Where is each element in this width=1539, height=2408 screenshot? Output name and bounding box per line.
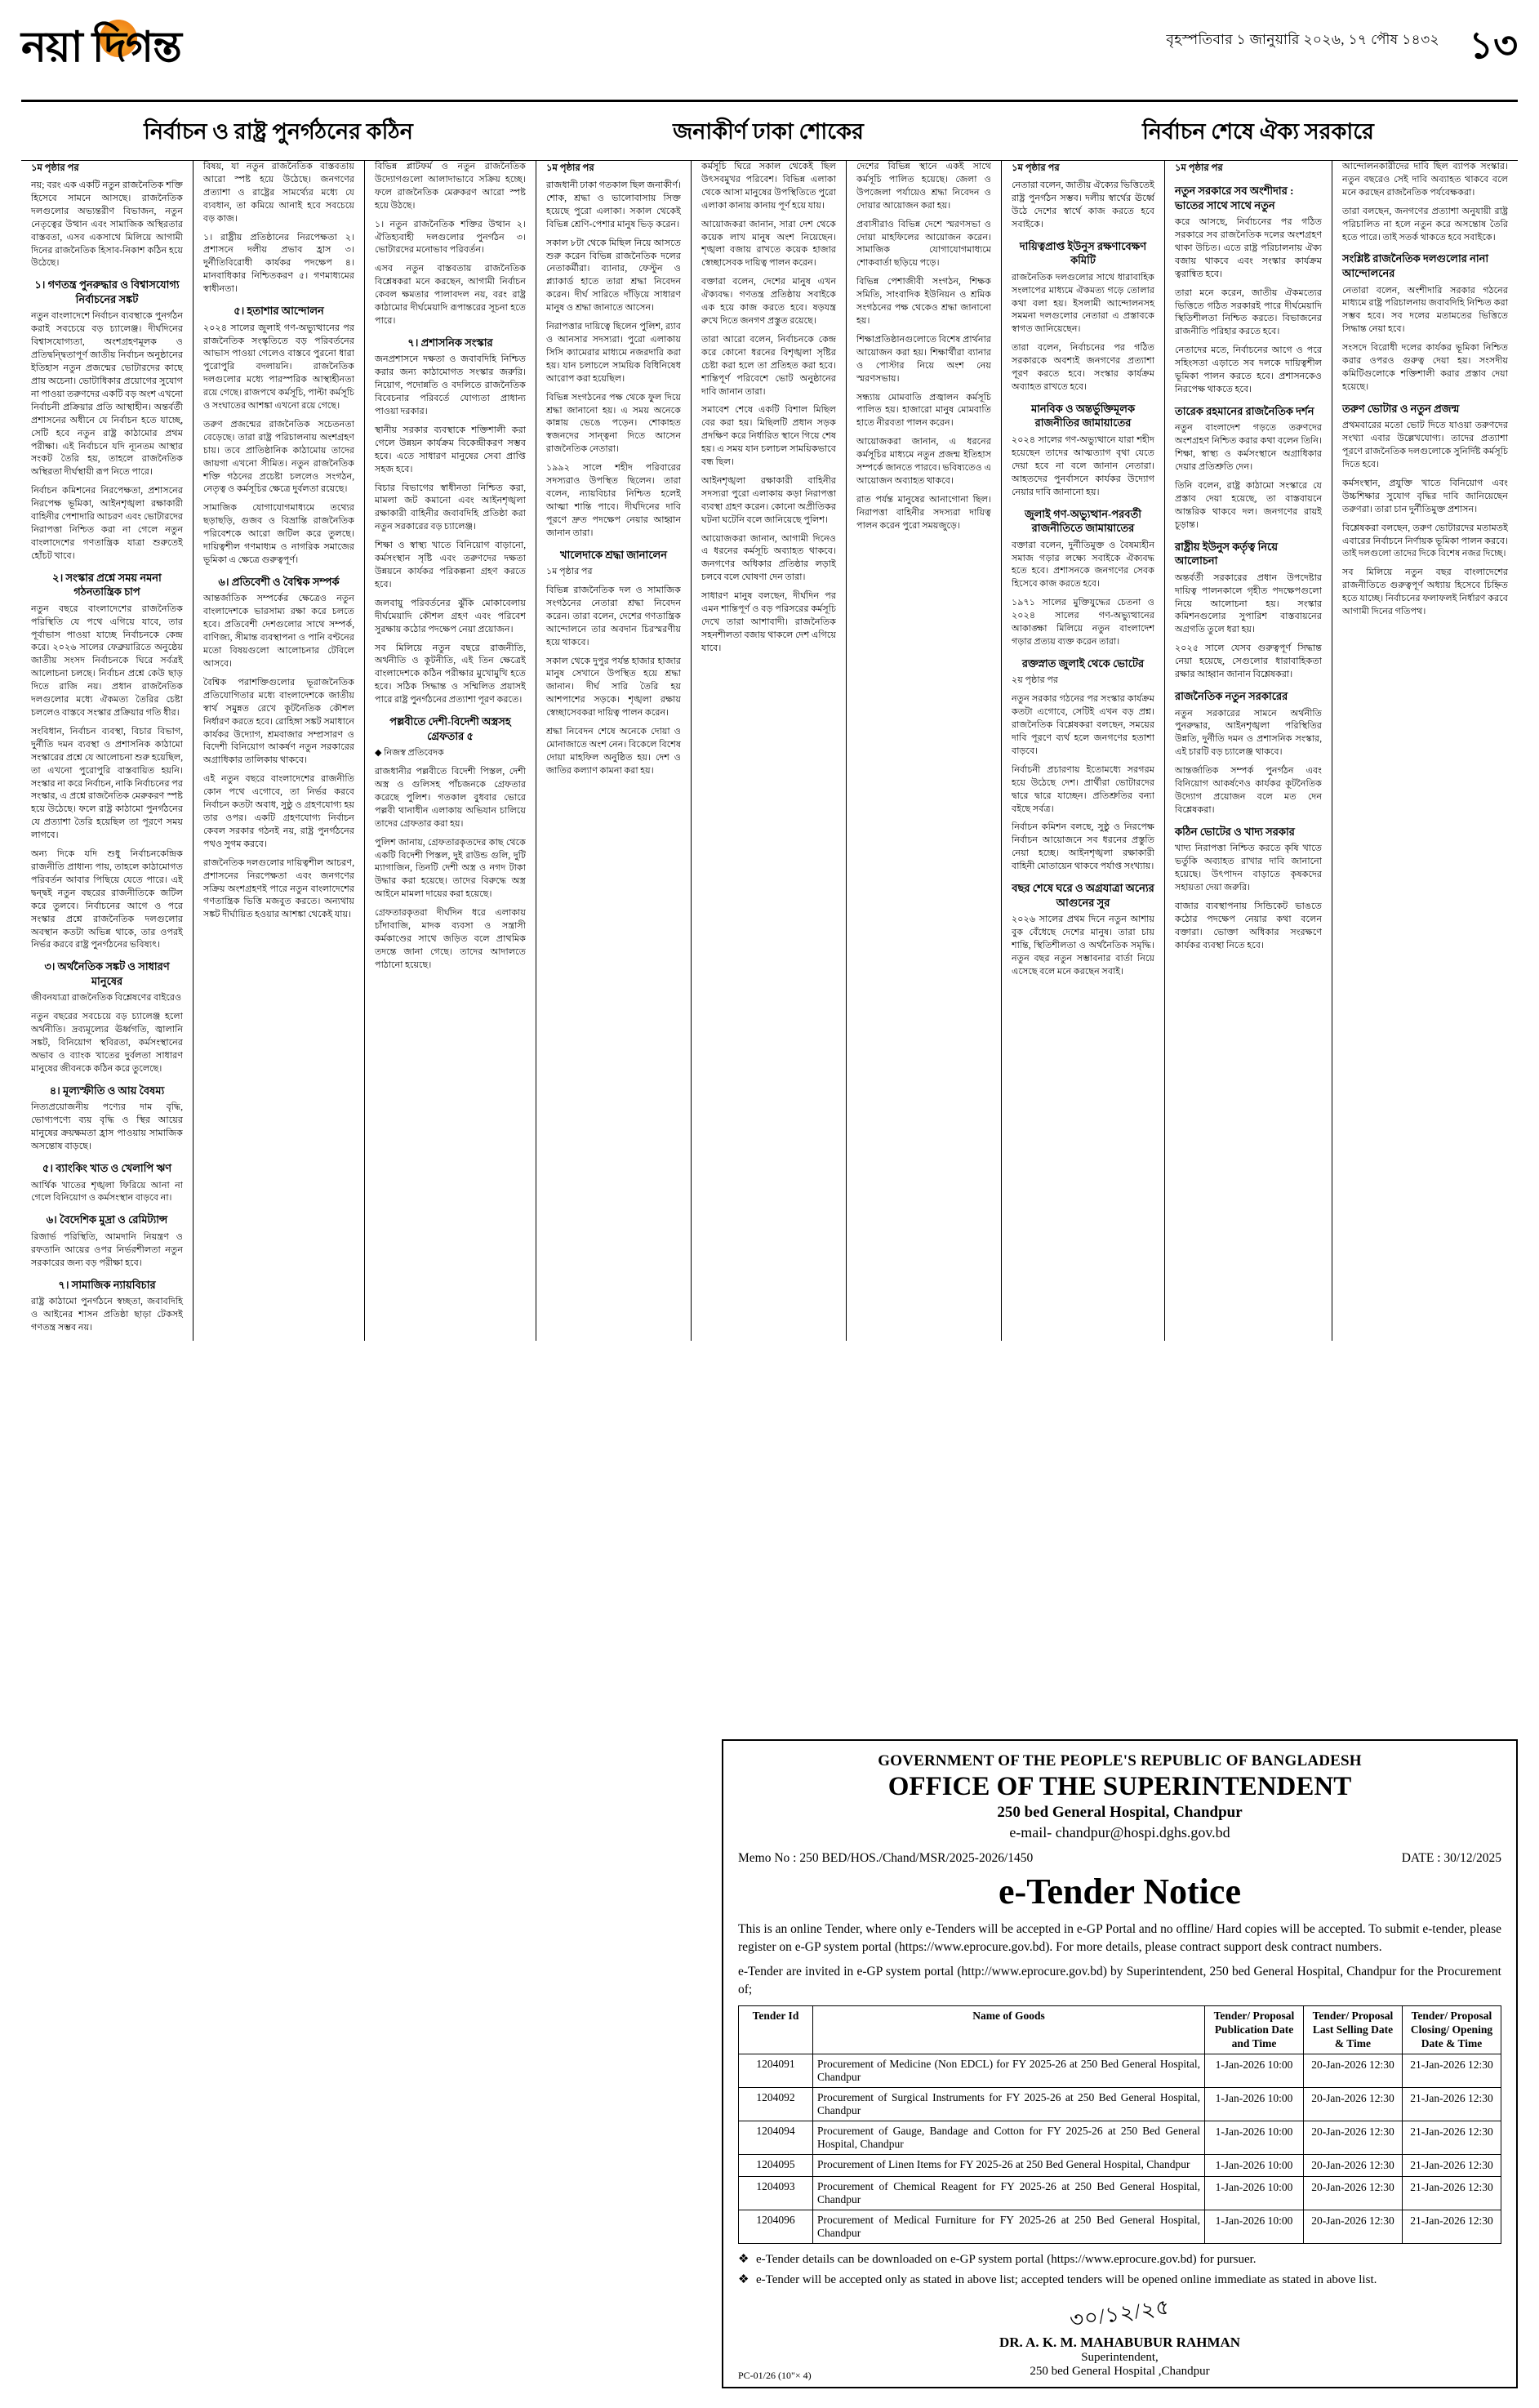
article-paragraph: রাজধানীর পল্লবীতে বিদেশী পিস্তল, দেশী অস্ত্র ও গুলিসহ পাঁচজনকে গ্রেফতার করেছে পুলিশ। গতকাল বুধবার ভোরে পল্লবী থানাধীন এলাকায় অভিযান চালিয়ে তাদের গ্রেফতার করা হয়। <box>375 767 526 829</box>
cell-closing-date: 21-Jan-2026 12:30 <box>1403 2054 1501 2088</box>
th-publication-date: Tender/ Proposal Publication Date and Time <box>1205 2005 1304 2054</box>
section-subhead: ৩। অর্থনৈতিক সঙ্কট ও সাধারণ মানুষের <box>44 960 170 987</box>
section-subhead: রাজনৈতিক নতুন সরকারের <box>1175 690 1288 703</box>
section-subhead: তরুণ ভোটার ও নতুন প্রজন্ম <box>1342 402 1460 415</box>
section-subhead: রক্তস্নাত জুলাই থেকে ভোটের <box>1021 657 1145 670</box>
article-paragraph: সন্ধ্যায় মোমবাতি প্রজ্বালন কর্মসূচি পালিত হয়। হাজারো মানুষ মোমবাতি হাতে নীরবতা পালন করেন। <box>856 392 991 429</box>
article-paragraph: সব মিলিয়ে নতুন বছরে রাজনীতি, অর্থনীতি ও কূটনীতি, এই তিন ক্ষেত্রেই বাংলাদেশকে কঠিন পরীক্ষার মুখোমুখি হতে হবে। সঠিক সিদ্ধান্ত ও সম্মিলিত প্রয়াসই পারে রাষ্ট্র পুনর্গঠনের প্রত্যাশা পূরণ করতে। <box>375 643 526 705</box>
table-row <box>739 2088 1501 2121</box>
cell-publication-date: 1-Jan-2026 10:00 <box>1205 2088 1304 2121</box>
cell-last-selling-date: 20-Jan-2026 12:30 <box>1304 2177 1403 2210</box>
tender-office: OFFICE OF THE SUPERINTENDENT <box>887 1771 1352 1801</box>
section-subhead: ৭। প্রশাসনিক সংস্কার <box>407 336 493 349</box>
article-paragraph: গ্রেফতারকৃতরা দীর্ঘদিন ধরে এলাকায় চাঁদাবাজি, মাদক ব্যবসা ও সন্ত্রাসী কর্মকাণ্ডের সাথে জড়িত বলে প্রাথমিক তদন্তে জানা গেছে। তাদের আদালতে পাঠানো হয়েছে। <box>375 908 526 970</box>
tender-title: e-Tender Notice <box>999 1871 1241 1912</box>
article-paragraph: ২০২৪ সালের জুলাই গণ-অভ্যুত্থানের পর রাজনৈতিক সংস্কৃতিতে বড় পরিবর্তনের আভাস পাওয়া গেলেও বাস্তবে পুরনো ধারা পুরোপুরি বদলায়নি। রাজনৈতিক দলগুলোর মধ্যে পারস্পরিক আস্থাহীনতা রয়ে গেছে। রাজপথে কর্মসূচি, পাল্টা কর্মসূচি ও সংঘাতের আশঙ্কা এখনো রয়ে গেছে। <box>203 323 354 412</box>
article-paragraph: আন্তর্জাতিক সম্পর্কের ক্ষেত্রেও নতুন বাংলাদেশকে ভারসাম্য রক্ষা করে চলতে হবে। প্রতিবেশী দেশগুলোর সাথে সম্পর্ক, বাণিজ্য, সীমান্ত ব্যবস্থাপনা ও পানি বণ্টনের মতো বিষয়গুলো আলোচনার টেবিলে আসবে। <box>203 594 354 669</box>
th-last-selling-date: Tender/ Proposal Last Selling Date & Time <box>1304 2005 1403 2054</box>
tender-bullet-1-text: e-Tender details can be downloaded on e-GP system portal (https://www.eprocure.gov.bd) for pursuer. <box>756 2253 1257 2266</box>
article-paragraph: নেতাদের মতে, নির্বাচনের আগে ও পরে সহিংসতা এড়াতে সব দলকে দায়িত্বশীল ভূমিকা পালন করতে হবে। প্রশাসনকেও নিরপেক্ষ থাকতে হবে। <box>1175 345 1322 394</box>
cell-tender-id: 1204091 <box>739 2054 813 2088</box>
masthead <box>21 11 1518 102</box>
article-paragraph: তারা বলেন, নির্বাচনের পর গঠিত সরকারকে অবশ্যই জনগণের প্রত্যাশা পূরণ করতে হবে। সংস্কার কার্যক্রম অব্যাহত রাখতে হবে। <box>1012 343 1154 392</box>
article-paragraph: এই নতুন বছরে বাংলাদেশের রাজনীতি কোন পথে এগোবে, তা নির্ভর করবে নির্বাচন কতটা অবাধ, সুষ্ঠু ও গ্রহণযোগ্য হয় তার ওপর। একটি গ্রহণযোগ্য নির্বাচন কেবল সরকার গঠনই নয়, রাষ্ট্র পুনর্গঠনের পথও সুগম করবে। <box>203 774 354 849</box>
article-paragraph: রাজনৈতিক দলগুলোর দায়িত্বশীল আচরণ, প্রশাসনের নিরপেক্ষতা এবং জনগণের সক্রিয় অংশগ্রহণই পারে নতুন বাংলাদেশের গণতান্ত্রিক ভিত্তি মজবুত করতে। অন্যথায় সঙ্কট দীর্ঘায়িত হওয়ার আশঙ্কা থেকেই যায়। <box>203 857 354 920</box>
article-paragraph: প্রবাসীরাও বিভিন্ন দেশে স্মরণসভা ও দোয়া মাহফিলের আয়োজন করেন। সামাজিক যোগাযোগমাধ্যমে শোকবার্তা ছড়িয়ে পড়ে। <box>856 219 991 269</box>
tender-bullet-1 <box>738 2251 1501 2268</box>
column-4 <box>536 161 691 1341</box>
tender-email: e-mail- chandpur@hospi.dghs.gov.bd <box>1009 1823 1230 1840</box>
cell-last-selling-date: 20-Jan-2026 12:30 <box>1304 2210 1403 2244</box>
section-subhead: ২। সংস্কার প্রশ্নে সময় নমনা গঠনতান্ত্রিক চাপ <box>52 571 162 599</box>
tender-date: DATE : 30/12/2025 <box>1401 1850 1501 1865</box>
section-subhead: জুলাই গণ-অভ্যুত্থান-পরবর্তী রাজনীতিতে জামায়াতের <box>1024 507 1142 535</box>
article-paragraph: ১। রাষ্ট্রীয় প্রতিষ্ঠানের নিরপেক্ষতা ২। প্রশাসনে দলীয় প্রভাব হ্রাস ৩। দুর্নীতিবিরোধী কার্যকর পদক্ষেপ ৪। মানবাধিকার নিশ্চিতকরণ ৫। গণমাধ্যমের স্বাধীনতা। <box>203 232 354 295</box>
article-paragraph: শিক্ষা ও স্বাস্থ্য খাতে বিনিয়োগ বাড়ানো, কর্মসংস্থান সৃষ্টি এবং তরুণদের দক্ষতা উন্নয়নে কার্যকর পরিকল্পনা গ্রহণ করতে হবে। <box>375 541 526 590</box>
section-subhead: ৬। বৈদেশিক মুদ্রা ও রেমিট্যান্স <box>46 1213 168 1226</box>
article-paragraph: তারা মনে করেন, জাতীয় ঐকমত্যের ভিত্তিতে গঠিত সরকারই পারে দীর্ঘমেয়াদি স্থিতিশীলতা নিশ্চিত করতে। বিভাজনের রাজনীতি পরিহার করতে হবে। <box>1175 287 1322 337</box>
article-paragraph: পুলিশ জানায়, গ্রেফতারকৃতদের কাছ থেকে একটি বিদেশী পিস্তল, দুই রাউন্ড গুলি, দুটি ম্যাগাজিন, তিনটি দেশী অস্ত্র ও নগদ টাকা উদ্ধার করা হয়েছে। তাদের বিরুদ্ধে অস্ত্র আইনে মামলা দায়ের করা হয়েছে। <box>375 837 526 900</box>
section-subhead: ৫। ব্যাংকিং খাত ও খেলাপি ঋণ <box>42 1162 172 1175</box>
cell-name-of-goods: Procurement of Linen Items for FY 2025-26 at 250 Bed General Hospital, Chandpur <box>813 2155 1205 2177</box>
section-subhead: ১। গণতন্ত্র পুনরুদ্ধার ও বিশ্বাসযোগ্য নির্বাচনের সঙ্কট <box>34 278 180 305</box>
tender-table <box>738 2005 1501 2244</box>
table-row <box>739 2155 1501 2177</box>
signer-role: Superintendent, <box>1081 2351 1159 2364</box>
article-paragraph: সংসদে বিরোধী দলের কার্যকর ভূমিকা নিশ্চিত করার ওপরও গুরুত্ব দেয়া হয়। সংসদীয় কমিটিগুলোকে শক্তিশালী করার প্রস্তাব দেয়া হয়েছে। <box>1342 343 1508 392</box>
article-paragraph: জলবায়ু পরিবর্তনের ঝুঁকি মোকাবেলায় দীর্ঘমেয়াদি কৌশল গ্রহণ এবং পরিবেশ সুরক্ষায় কঠোর পদক্ষেপ নেয়া প্রয়োজন। <box>375 598 526 634</box>
article-paragraph: ২০২৫ সালে যেসব গুরুত্বপূর্ণ সিদ্ধান্ত নেয়া হয়েছে, সেগুলোর ধারাবাহিকতা রক্ষার আহ্বান জানান বিশ্লেষকরা। <box>1175 643 1322 680</box>
jump-line: ১ম পৃষ্ঠার পর <box>31 163 79 173</box>
cell-name-of-goods: Procurement of Chemical Reagent for FY 2025-26 at 250 Bed General Hospital, Chandpur <box>813 2177 1205 2210</box>
article-paragraph: আয়োজকরা জানান, সারা দেশ থেকে কয়েক লাখ মানুষ অংশ নিয়েছেন। শৃঙ্খলা বজায় রাখতে কয়েক হাজার স্বেচ্ছাসেবক দায়িত্ব পালন করেন। <box>701 219 836 269</box>
article-paragraph: আর্থিক খাতের শৃঙ্খলা ফিরিয়ে আনা না গেলে বিনিয়োগ ও কর্মসংস্থান বাড়বে না। <box>31 1180 183 1204</box>
table-header-row <box>739 2005 1501 2054</box>
section-subhead: ৬। প্রতিবেশী ও বৈশ্বিক সম্পর্ক <box>218 575 340 588</box>
signer-organization: 250 bed General Hospital ,Chandpur <box>1030 2365 1210 2378</box>
newspaper-logo <box>21 16 266 80</box>
article-paragraph: বাজার ব্যবস্থাপনায় সিন্ডিকেট ভাঙতে কঠোর পদক্ষেপ নেয়ার কথা বলেন বক্তারা। ভোক্তা অধিকার সংরক্ষণে কার্যকর ব্যবস্থা নিতে হবে। <box>1175 901 1322 950</box>
section-subhead: পল্লবীতে দেশী-বিদেশী অস্ত্রসহ গ্রেফতার ৫ <box>389 715 511 742</box>
article-paragraph: সকাল থেকে দুপুর পর্যন্ত হাজার হাজার মানুষ সেখানে উপস্থিত হয়ে শ্রদ্ধা জানান। দীর্ঘ সারি তৈরি হয় আশপাশের সড়কে। শৃঙ্খলা রক্ষায় স্বেচ্ছাসেবকরা দায়িত্ব পালন করেন। <box>546 656 681 719</box>
article-paragraph: বিভিন্ন পেশাজীবী সংগঠন, শিক্ষক সমিতি, সাংবাদিক ইউনিয়ন ও শ্রমিক সংগঠনের পক্ষ থেকেও শ্রদ্ধা জানানো হয়। <box>856 277 991 326</box>
column-3 <box>364 161 536 1341</box>
article-paragraph: জনপ্রশাসনে দক্ষতা ও জবাবদিহি নিশ্চিত করার জন্য কাঠামোগত সংস্কার জরুরি। নিয়োগ, পদোন্নতি ও বদলিতে রাজনৈতিক বিবেচনার পরিবর্তে যোগ্যতা প্রাধান্য পাওয়া দরকার। <box>375 354 526 417</box>
column-2 <box>193 161 364 1341</box>
masthead-title: নয়া দিগন্ত <box>21 24 181 71</box>
article-paragraph: রিজার্ভ পরিস্থিতি, আমদানি নিয়ন্ত্রণ ও রফতানি আয়ের ওপর নির্ভরশীলতা নতুন সরকারের জন্য বড় পরীক্ষা হবে। <box>31 1231 183 1268</box>
article-paragraph: নতুন বাংলাদেশ গড়তে তরুণদের অংশগ্রহণ নিশ্চিত করার কথা বলেন তিনি। শিক্ষা, স্বাস্থ্য ও কর্মসংস্থানে অগ্রাধিকার দেয়ার প্রতিশ্রুতি দেন। <box>1175 423 1322 473</box>
cell-tender-id: 1204093 <box>739 2177 813 2210</box>
cell-name-of-goods: Procurement of Medicine (Non EDCL) for FY 2025-26 at 250 Bed General Hospital, Chandpur <box>813 2054 1205 2088</box>
article-paragraph: তরুণ প্রজন্মের রাজনৈতিক সচেতনতা বেড়েছে। তারা রাষ্ট্র পরিচালনায় অংশগ্রহণ চায়। তবে প্রাতিষ্ঠানিক কাঠামোয় তাদের জায়গা এখনো সীমিত। নতুন রাজনৈতিক শক্তি গঠনের প্রচেষ্টা চললেও সংগঠন, নেতৃত্ব ও কর্মসূচির ক্ষেত্রে দুর্বলতা রয়েছে। <box>203 419 354 495</box>
tender-notice <box>722 1739 1518 2388</box>
article-paragraph: রাষ্ট্র কাঠামো পুনর্গঠনে স্বচ্ছতা, জবাবদিহি ও আইনের শাসন প্রতিষ্ঠা ছাড়া টেকসই গণতন্ত্র সম্ভব নয়। <box>31 1297 183 1333</box>
article-paragraph: ২০২৪ সালের গণ-অভ্যুত্থানে যারা শহীদ হয়েছেন তাদের আত্মত্যাগ বৃথা যেতে দেয়া হবে না বলে জানান নেতারা। আহতদের পুনর্বাসনে কার্যকর উদ্যোগ নেয়ার দাবি জানানো হয়। <box>1012 434 1154 497</box>
headline-2: জনাকীর্ণ ঢাকা শোকের <box>673 119 864 144</box>
article-paragraph: নতুন সরকারের সামনে অর্থনীতি পুনরুদ্ধার, আইনশৃঙ্খলা পরিস্থিতির উন্নতি, দুর্নীতি দমন ও প্রশাসনিক সংস্কার, এই চারটি বড় চ্যালেঞ্জ থাকবে। <box>1175 708 1322 758</box>
tender-paragraph-1: This is an online Tender, where only e-Tenders will be accepted in e-GP Portal and no offline/ Hard copies will be accepted. To submit e-tender, please register on e-GP system portal (https://www.eprocure.gov.bd). For more details, please contract support desk contract numbers. <box>738 1921 1501 1954</box>
cell-last-selling-date: 20-Jan-2026 12:30 <box>1304 2088 1403 2121</box>
section-subhead: খালেদাকে শ্রদ্ধা জানালেন <box>560 548 667 561</box>
table-row <box>739 2121 1501 2155</box>
column-8 <box>1164 161 1332 1341</box>
article-paragraph: সব মিলিয়ে নতুন বছর বাংলাদেশের রাজনীতিতে গুরুত্বপূর্ণ অধ্যায় হিসেবে চিহ্নিত হতে যাচ্ছে। নির্বাচনের ফলাফলই নির্ধারণ করবে আগামী দিনের গতিপথ। <box>1342 568 1508 617</box>
article-paragraph: রাত পর্যন্ত মানুষের আনাগোনা ছিল। নিরাপত্তা বাহিনীর সদস্যরা দায়িত্ব পালন করেন পুরো সময়জুড়ে। <box>856 494 991 531</box>
article-paragraph: বিভিন্ন সংগঠনের পক্ষ থেকে ফুল দিয়ে শ্রদ্ধা জানানো হয়। এ সময় অনেকে কান্নায় ভেঙে পড়েন। শোকাহত স্বজনদের সান্ত্বনা দিতে আসেন রাজনৈতিক নেতারা। <box>546 392 681 455</box>
section-subhead: মানবিক ও অন্তর্ভুক্তিমূলক রাজনীতির জামায়াতের <box>1030 402 1136 430</box>
tender-memo-row <box>738 1851 1501 1866</box>
cell-last-selling-date: 20-Jan-2026 12:30 <box>1304 2121 1403 2155</box>
article-paragraph: আন্দোলনকারীদের দাবি ছিল ব্যাপক সংস্কার। নতুন বছরেও সেই দাবি অব্যাহত থাকবে বলে মনে করছেন রাজনৈতিক পর্যবেক্ষকরা। <box>1342 162 1508 198</box>
section-subhead: কঠিন ভোটের ও খাদ্য সরকার <box>1175 825 1295 838</box>
article-paragraph: কর্মসূচি ঘিরে সকাল থেকেই ছিল উৎসবমুখর পরিবেশ। বিভিন্ন এলাকা থেকে আসা মানুষের উপস্থিতিতে পুরো এলাকা কানায় কানায় পূর্ণ হয়ে যায়। <box>701 162 836 211</box>
article-paragraph: সকাল ৮টা থেকে মিছিল নিয়ে আসতে শুরু করেন বিভিন্ন রাজনৈতিক দলের নেতাকর্মীরা। ব্যানার, ফেস্টুন ও প্ল্যাকার্ড হাতে তারা শ্রদ্ধা নিবেদন করেন। দীর্ঘ সারিতে দাঁড়িয়ে সাধারণ মানুষ ও শ্রদ্ধা জানাতে আসেন। <box>546 238 681 314</box>
section-subhead: সংশ্লিষ্ট রাজনৈতিক দলগুলোর নানা আন্দোলনের <box>1342 252 1489 279</box>
cell-tender-id: 1204096 <box>739 2210 813 2244</box>
tender-hospital: 250 bed General Hospital, Chandpur <box>997 1803 1243 1821</box>
article-paragraph: আইনশৃঙ্খলা রক্ষাকারী বাহিনীর সদস্যরা পুরো এলাকায় কড়া নিরাপত্তা ব্যবস্থা গ্রহণ করেন। কোনো অপ্রীতিকর ঘটনা ঘটেনি বলে জানিয়েছে পুলিশ। <box>701 475 836 525</box>
cell-name-of-goods: Procurement of Gauge, Bandage and Cotton for FY 2025-26 at 250 Bed General Hospital, Chandpur <box>813 2121 1205 2155</box>
article-paragraph: নির্বাচনী প্রচারণায় ইতোমধ্যে সরগরম হয়ে উঠেছে দেশ। প্রার্থীরা ভোটারদের দ্বারে দ্বারে যাচ্ছেন। প্রতিশ্রুতির বন্যা বইছে সর্বত্র। <box>1012 764 1154 814</box>
article-paragraph: রাজধানী ঢাকা গতকাল ছিল জনাকীর্ণ। শোক, শ্রদ্ধা ও ভালোবাসায় সিক্ত হয়েছে পুরো এলাকা। সকাল থেকেই বিভিন্ন শ্রেণি-পেশার মানুষ ভিড় করেন। <box>546 180 682 229</box>
th-name-of-goods: Name of Goods <box>813 2005 1205 2054</box>
article-paragraph: অন্য দিকে যদি শুধু নির্বাচনকেন্দ্রিক রাজনীতি প্রাধান্য পায়, তাহলে কাঠামোগত পরিবর্তন আবার পিছিয়ে যেতে পারে। এই দ্বন্দ্বই নতুন বছরের রাজনীতিকে জটিল করে তুলবে। নির্বাচনের আগে ও পরে সংস্কার প্রশ্নে রাজনৈতিক দলগুলোর অবস্থান কতটা অভিন্ন থাকে, তার ওপরই নির্ভর করবে রাষ্ট্র পুনর্গঠনের ভবিষ্যৎ। <box>31 849 183 950</box>
section-subhead: দায়িত্বপ্রাপ্ত ইউনুস রক্ষণাবেক্ষণ কমিটি <box>1019 239 1147 267</box>
cell-tender-id: 1204092 <box>739 2088 813 2121</box>
tender-table-body <box>739 2054 1501 2244</box>
article-paragraph: নির্বাচন কমিশনের নিরপেক্ষতা, প্রশাসনের নিরপেক্ষ ভূমিকা, আইনশৃঙ্খলা রক্ষাকারী বাহিনীর পেশাদারি আচরণ এবং ভোটারদের নিরাপত্তা নিশ্চিত করা না গেলে নতুন বাংলাদেশের গণতান্ত্রিক যাত্রা শুরুতেই হোঁচট খাবে। <box>31 486 183 561</box>
article-paragraph: বক্তারা বলেন, দেশের মানুষ এখন ঐক্যবদ্ধ। গণতন্ত্র প্রতিষ্ঠায় সবাইকে এক হয়ে কাজ করতে হবে। ষড়যন্ত্র রুখে দিতে জনগণ প্রস্তুত রয়েছে। <box>701 277 836 326</box>
cell-closing-date: 21-Jan-2026 12:30 <box>1403 2177 1501 2210</box>
column-6 <box>846 161 1001 1341</box>
article-paragraph: আয়োজকরা জানান, এ ধরনের কর্মসূচির মাধ্যমে নতুন প্রজন্ম ইতিহাস সম্পর্কে জানতে পারবে। ভবিষ্যতেও এ আয়োজন অব্যাহত থাকবে। <box>856 437 991 486</box>
diamond-bullet-icon: ❖ <box>738 2253 749 2266</box>
table-row <box>739 2210 1501 2244</box>
article-paragraph: বিভিন্ন রাজনৈতিক দল ও সামাজিক সংগঠনের নেতারা শ্রদ্ধা নিবেদন করেন। তারা বলেন, দেশের গণতান্ত্রিক আন্দোলনে তার অবদান চিরস্মরণীয় হয়ে থাকবে। <box>546 585 681 648</box>
article-paragraph: নতুন বছরের সবচেয়ে বড় চ্যালেঞ্জ হলো অর্থনীতি। দ্রব্যমূল্যের ঊর্ধ্বগতি, জ্বালানি সঙ্কট, বিনিয়োগ স্থবিরতা, কর্মসংস্থানের অভাব ও ব্যাংক খাতের দুর্বলতা সাধারণ মানুষের জীবনকে কঠিন করে তুলেছে। <box>31 1012 183 1074</box>
article-paragraph: রাজনৈতিক দলগুলোর সাথে ধারাবাহিক সংলাপের মাধ্যমে ঐকমত্য গড়ে তোলার কথা বলা হয়। ইসলামী আন্দোলনসহ সমমনা দলগুলোর নেতারা এ প্রস্তাবকে স্বাগত জানিয়েছেন। <box>1012 272 1154 335</box>
th-tender-id: Tender Id <box>739 2005 813 2054</box>
article-paragraph: বক্তারা বলেন, দুর্নীতিমুক্ত ও বৈষম্যহীন সমাজ গড়ার লক্ষ্যে সবাইকে ঐক্যবদ্ধ হতে হবে। প্রশাসনকে জনগণের সেবক হিসেবে কাজ করতে হবে। <box>1012 540 1154 590</box>
handwritten-signature: ৩০/১২/২৫ <box>1067 2294 1172 2333</box>
article-paragraph: এসব নতুন বাস্তবতায় রাজনৈতিক বিশ্লেষকরা মনে করছেন, আগামী নির্বাচন কেবল ক্ষমতার পালাবদল নয়, বরং রাষ্ট্র কাঠামোর দীর্ঘমেয়াদি রূপান্তরের সূচনা হতে পারে। <box>375 264 526 326</box>
tender-memo-no: Memo No : 250 BED/HOS./Chand/MSR/2025-2026/1450 <box>738 1850 1034 1865</box>
tender-bullet-2 <box>738 2272 1501 2289</box>
article-paragraph: শিক্ষাপ্রতিষ্ঠানগুলোতে বিশেষ প্রার্থনার আয়োজন করা হয়। শিক্ষার্থীরা ব্যানার ও পোস্টার নিয়ে অংশ নেয় স্মরণসভায়। <box>856 334 991 384</box>
article-columns <box>21 161 1518 1341</box>
signer-name: DR. A. K. M. MAHABUBUR RAHMAN <box>999 2335 1241 2350</box>
article-paragraph: দেশের বিভিন্ন স্থানে একই সাথে কর্মসূচি পালিত হয়েছে। জেলা ও উপজেলা পর্যায়েও শ্রদ্ধা নিবেদন ও দোয়ার আয়োজন করা হয়। <box>856 162 991 211</box>
section-subhead: তারেক রহমানের রাজনৈতিক দর্শন <box>1175 404 1314 417</box>
column-7 <box>1001 161 1164 1341</box>
section-subhead: বছর শেষে ঘরে ও অগ্রযাত্রা অন্যের আগুনের সুর <box>1012 882 1154 909</box>
article-paragraph: বিভিন্ন প্লাটফর্ম ও নতুন রাজনৈতিক উদ্যোগগুলো আলাদাভাবে সক্রিয় হচ্ছে। ফলে রাজনৈতিক মেরুকরণ আরো স্পষ্ট হয়ে উঠছে। <box>375 162 526 211</box>
section-subhead: নতুন সরকারে সব অংশীদার : ভাতের সাথে সাথে নতুন <box>1175 185 1294 211</box>
article-paragraph: কর্মসংস্থান, প্রযুক্তি খাতে বিনিয়োগ এবং উচ্চশিক্ষার সুযোগ বৃদ্ধির দাবি জানিয়েছেন তরুণরা। তারা চান দুর্নীতিমুক্ত প্রশাসন। <box>1342 478 1508 514</box>
headline-3: নির্বাচন শেষে ঐক্য সরকারে <box>1142 119 1374 144</box>
cell-publication-date: 1-Jan-2026 10:00 <box>1205 2054 1304 2088</box>
article-paragraph: তারা আরো বলেন, নির্বাচনকে কেন্দ্র করে কোনো ধরনের বিশৃঙ্খলা সৃষ্টির চেষ্টা করা হলে তা প্রতিহত করা হবে। শান্তিপূর্ণ পরিবেশে ভোট অনুষ্ঠানের দাবি জানান তারা। <box>701 334 836 397</box>
article-paragraph: নতুন বছরে বাংলাদেশের রাজনৈতিক পরিস্থিতি যে পথে এগিয়ে যাবে, তার পূর্বাভাস পাওয়া যাচ্ছে নির্বাচনকে কেন্দ্র করে। ২০২৬ সালের ফেব্রুয়ারিতে অনুষ্ঠেয় জাতীয় সংসদ নির্বাচনকে ঘিরে সর্বত্রই আলোচনা চলছে। নির্বাচন প্রশ্নে কেউ ছাড় দিতে রাজি নয়। প্রধান রাজনৈতিক দলগুলোর মধ্যে ঐকমত্য তৈরির চেষ্টা চললেও বাস্তবে সংস্কার প্রক্রিয়ার গতি ধীর। <box>31 603 183 718</box>
cell-closing-date: 21-Jan-2026 12:30 <box>1403 2210 1501 2244</box>
article-paragraph: নির্বাচন কমিশন বলছে, সুষ্ঠু ও নিরপেক্ষ নির্বাচন আয়োজনে সব ধরনের প্রস্তুতি নেয়া হচ্ছে। আইনশৃঙ্খলা রক্ষাকারী বাহিনী মোতায়েন থাকবে পর্যাপ্ত সংখ্যায়। <box>1012 822 1154 872</box>
jump-line: ১ম পৃষ্ঠার পর <box>1012 163 1060 173</box>
article-paragraph: ২০২৬ সালের প্রথম দিনে নতুন আশায় বুক বেঁধেছে দেশের মানুষ। তারা চায় শান্তি, স্থিতিশীলতা ও অর্থনৈতিক সমৃদ্ধি। নতুন বছর নতুন সম্ভাবনার বার্তা নিয়ে এসেছে বলে মনে করছেন সবাই। <box>1012 915 1154 977</box>
article-paragraph: শ্রদ্ধা নিবেদন শেষে অনেকে দোয়া ও মোনাজাতে অংশ নেন। বিকেলে বিশেষ দোয়া মাহফিল অনুষ্ঠিত হয়। দেশ ও জাতির কল্যাণ কামনা করা হয়। <box>546 727 681 776</box>
cell-tender-id: 1204095 <box>739 2155 813 2177</box>
signature-block <box>738 2294 1501 2379</box>
section-subhead: ৪। মূল্যস্ফীতি ও আয় বৈষম্য <box>49 1084 165 1097</box>
article-paragraph: ১ম পৃষ্ঠার পর <box>546 567 593 577</box>
section-subhead: রাষ্ট্রীয় ইউনুস কর্তৃত্ব নিয়ে আলোচনা <box>1175 540 1279 568</box>
article-paragraph: নিত্যপ্রয়োজনীয় পণ্যের দাম বৃদ্ধি, ভোগ্যপণ্যে ব্যয় বৃদ্ধি ও স্থির আয়ের মানুষের ক্রয়ক্ষমতা হ্রাস পাওয়ায় সামাজিক অসন্তোষ বাড়ছে। <box>31 1102 183 1152</box>
article-paragraph: নেতারা বলেন, অংশীদারি সরকার গঠনের মাধ্যমে রাষ্ট্র পরিচালনায় জবাবদিহি নিশ্চিত করা সম্ভব হবে। সব দলের মতামতের ভিত্তিতে সিদ্ধান্ত নেয়া হবে। <box>1342 285 1508 335</box>
cell-publication-date: 1-Jan-2026 10:00 <box>1205 2155 1304 2177</box>
article-paragraph: ◆ নিজস্ব প্রতিবেদক <box>375 748 444 759</box>
pc-code: PC-01/26 (10"× 4) <box>738 2370 812 2381</box>
article-paragraph: নতুন বাংলাদেশে নির্বাচন ব্যবস্থাকে পুনর্গঠন করাই সবচেয়ে বড় চ্যালেঞ্জ। দীর্ঘদিনের বিশ্বাসযোগ্যতা, অংশগ্রহণমূলক ও প্রতিদ্বন্দ্বিতাপূর্ণ জাতীয় নির্বাচন অনুষ্ঠানের ইতিহাস নতুন প্রজন্মের ভোটারদের কাছে প্রায় অচেনা। ভোটাধিকার প্রয়োগের সুযোগ না পাওয়া তরুণদের একটি বড় অংশ এখনো নির্বাচনী প্রক্রিয়ার প্রতি আস্থাহীন। অন্তর্বর্তী প্রশাসনের অধীনে যে নির্বাচন হতে যাচ্ছে, সেটি হবে নতুন রাষ্ট্র কাঠামোর প্রথম পরীক্ষা। এই নির্বাচনে যদি ন্যূনতম আস্থার সংকট তৈরি হয়, তাহলে রাজনৈতিক অস্থিরতা দীর্ঘস্থায়ী রূপ নিতে পারে। <box>31 311 183 478</box>
article-paragraph: নিরাপত্তার দায়িত্বে ছিলেন পুলিশ, র‍্যাব ও আনসার সদস্যরা। পুরো এলাকায় সিসি ক্যামেরার মাধ্যমে নজরদারি করা হয়। যান চলাচলে সাময়িক বিধিনিষেধ আরোপ করা হয়েছিল। <box>546 322 681 384</box>
article-paragraph: তিনি বলেন, রাষ্ট্র কাঠামো সংস্কারে যে প্রস্তাব দেয়া হয়েছে, তা বাস্তবায়নে আন্তরিক থাকবে দল। জনগণের রায়ই চূড়ান্ত। <box>1175 481 1322 530</box>
section-subhead: ৭। সামাজিক ন্যায়বিচার <box>58 1278 156 1291</box>
cell-tender-id: 1204094 <box>739 2121 813 2155</box>
newspaper-page <box>0 11 1539 2408</box>
tender-paragraph-2: e-Tender are invited in e-GP system portal (http://www.eprocure.gov.bd) by Superintendent, 250 bed General Hospital, Chandpur for the Procurement of; <box>738 1964 1501 1996</box>
article-paragraph: আয়োজকরা জানান, আগামী দিনেও এ ধরনের কর্মসূচি অব্যাহত থাকবে। জনগণের অধিকার প্রতিষ্ঠার লড়াই চলবে বলে ঘোষণা দেন তারা। <box>701 533 836 583</box>
cell-name-of-goods: Procurement of Surgical Instruments for FY 2025-26 at 250 Bed General Hospital, Chandpur <box>813 2088 1205 2121</box>
cell-closing-date: 21-Jan-2026 12:30 <box>1403 2088 1501 2121</box>
article-paragraph: সংবিধান, নির্বাচন ব্যবস্থা, বিচার বিভাগ, দুর্নীতি দমন ব্যবস্থা ও প্রশাসনিক কাঠামো সংস্কারের প্রশ্নে যে আলোচনা শুরু হয়েছিল, তা এখনো পুরোপুরি বাস্তবায়িত হয়নি। সংস্কার না করে নির্বাচন, নাকি নির্বাচনের পর সংস্কার, এ প্রশ্নে রাজনৈতিক মেরুকরণ স্পষ্ট হয়ে উঠেছে। ফলে রাষ্ট্র কাঠামো পুনর্গঠনের যে প্রত্যাশা তৈরি হয়েছিল তা পূরণে সময় লাগবে। <box>31 726 183 841</box>
cell-publication-date: 1-Jan-2026 10:00 <box>1205 2210 1304 2244</box>
article-paragraph: আন্তর্জাতিক সম্পর্ক পুনর্গঠন এবং বিনিয়োগ আকর্ষণেও কার্যকর কূটনৈতিক উদ্যোগ প্রয়োজন বলে মত দেন বিশ্লেষকরা। <box>1175 766 1322 815</box>
tender-bullet-2-text: e-Tender will be accepted only as stated in above list; accepted tenders will be opened online immediate as stated in above list. <box>756 2273 1377 2286</box>
cell-publication-date: 1-Jan-2026 10:00 <box>1205 2121 1304 2155</box>
column-5 <box>691 161 846 1341</box>
article-paragraph: বিশ্লেষকরা বলছেন, তরুণ ভোটারদের মতামতই এবারের নির্বাচনে নির্ণায়ক ভূমিকা পালন করবে। তাই দলগুলো তাদের দিকে বিশেষ নজর দিচ্ছে। <box>1342 523 1508 559</box>
article-paragraph: নতুন সরকার গঠনের পর সংস্কার কার্যক্রম কতটা এগোবে, সেটিই এখন বড় প্রশ্ন। রাজনৈতিক বিশ্লেষকরা বলছেন, সময়ের দাবি পূরণে ব্যর্থ হলে জনগণের হতাশা বাড়বে। <box>1012 694 1154 756</box>
column-1 <box>21 161 193 1341</box>
article-paragraph: নয়; বরং এক একটি নতুন রাজনৈতিক শক্তি হিসেবে সামনে আসছে। রাজনৈতিক দলগুলোর অভ্যন্তরীণ বিভাজন, নতুন নেতৃত্বের উত্থান এবং সামাজিক অস্থিরতার বাস্তবতা, এসব একসাথে মিলিয়ে আগামী দিনের রাজনৈতিক হিসাব-নিকাশ কঠিন হয়ে উঠেছে। <box>31 180 183 269</box>
jump-line: ১ম পৃষ্ঠার পর <box>1175 163 1223 173</box>
section-subhead: ৫। হতাশার আন্দোলন <box>234 305 324 318</box>
tender-bullets <box>738 2251 1501 2289</box>
article-paragraph: ১৯৯২ সালে শহীদ পরিবারের সদস্যরাও উপস্থিত ছিলেন। তারা বলেন, ন্যায়বিচার নিশ্চিত হলেই আত্মা শান্তি পাবে। দীর্ঘদিনের দাবি পূরণে দ্রুত পদক্ষেপ নেয়ার আহ্বান জানান তারা। <box>546 463 681 538</box>
article-paragraph: ১৯৭১ সালের মুক্তিযুদ্ধের চেতনা ও ২০২৪ সালের গণ-অভ্যুত্থানের আকাঙ্ক্ষা মিলিয়ে নতুন বাংলাদেশ গড়ার প্রত্যয় ব্যক্ত করেন তারা। <box>1012 598 1154 647</box>
article-paragraph: খাদ্য নিরাপত্তা নিশ্চিত করতে কৃষি খাতে ভর্তুকি অব্যাহত রাখার দাবি জানানো হয়েছে। উৎপাদন বাড়াতে কৃষকদের সহায়তা দেয়া জরুরি। <box>1175 843 1322 893</box>
table-row <box>739 2177 1501 2210</box>
article-paragraph: বৈশ্বিক পরাশক্তিগুলোর ভূরাজনৈতিক প্রতিযোগিতার মধ্যে বাংলাদেশকে জাতীয় স্বার্থ সমুন্নত রেখে কূটনৈতিক কৌশল নির্ধারণ করতে হবে। রোহিঙ্গা সঙ্কট সমাধানে কার্যকর উদ্যোগ, শ্রমবাজার সম্প্রসারণ ও বিদেশী বিনিয়োগ আকর্ষণ নতুন সরকারের অগ্রাধিকার তালিকায় থাকবে। <box>203 677 354 766</box>
article-paragraph: প্রথমবারের মতো ভোট দিতে যাওয়া তরুণদের সংখ্যা এবার উল্লেখযোগ্য। তাদের প্রত্যাশা পূরণে রাজনৈতিক দলগুলোকে সুনির্দিষ্ট কর্মসূচি দিতে হবে। <box>1342 421 1508 470</box>
article-paragraph: জীবনযাত্রা রাজনৈতিক বিশ্লেষণের বাইরেও <box>31 993 182 1004</box>
article-paragraph: ১। নতুন রাজনৈতিক শক্তির উত্থান ২। ঐতিহ্যবাহী দলগুলোর পুনর্গঠন ৩। ভোটারদের মনোভাব পরিবর্তন। <box>375 219 526 256</box>
article-paragraph: নেতারা বলেন, জাতীয় ঐক্যের ভিত্তিতেই রাষ্ট্র পুনর্গঠন সম্ভব। দলীয় স্বার্থের ঊর্ধ্বে উঠে দেশের স্বার্থে কাজ করতে হবে সবাইকে। <box>1012 180 1154 229</box>
cell-closing-date: 21-Jan-2026 12:30 <box>1403 2155 1501 2177</box>
article-paragraph: করে আসছে, নির্বাচনের পর গঠিত সরকারে সব রাজনৈতিক দলের অংশগ্রহণ থাকা উচিত। এতে রাষ্ট্র পরিচালনায় ঐক্য বজায় থাকবে এবং সংস্কার কার্যক্রম ত্বরান্বিত হবে। <box>1175 217 1322 279</box>
jump-line: ১ম পৃষ্ঠার পর <box>546 163 594 173</box>
th-closing-date: Tender/ Proposal Closing/ Opening Date & Time <box>1403 2005 1501 2054</box>
cell-closing-date: 21-Jan-2026 12:30 <box>1403 2121 1501 2155</box>
article-paragraph: ২য় পৃষ্ঠার পর <box>1012 675 1059 686</box>
cell-publication-date: 1-Jan-2026 10:00 <box>1205 2177 1304 2210</box>
headline-1: নির্বাচন ও রাষ্ট্র পুনর্গঠনের কঠিন <box>144 119 413 144</box>
column-9 <box>1332 161 1518 1341</box>
article-paragraph: বিষয়, যা নতুন রাজনৈতিক বাস্তবতায় আরো স্পষ্ট হয়ে উঠেছে। জনগণের প্রত্যাশা ও রাষ্ট্রের সামর্থ্যের মধ্যে যে ব্যবধান, তা কমিয়ে আনাই হবে সবচেয়ে বড় কাজ। <box>203 162 354 224</box>
page-number: ১৩ <box>1469 24 1518 66</box>
article-paragraph: অন্তর্বর্তী সরকারের প্রধান উপদেষ্টার দায়িত্ব পালনকালে গৃহীত পদক্ষেপগুলো নিয়ে আলোচনা হয়। সংস্কার কমিশনগুলোর সুপারিশ বাস্তবায়নের অগ্রগতি তুলে ধরা হয়। <box>1175 572 1322 635</box>
article-paragraph: সমাবেশ শেষে একটি বিশাল মিছিল বের করা হয়। মিছিলটি প্রধান সড়ক প্রদক্ষিণ করে নির্ধারিত স্থানে গিয়ে শেষ হয়। এ সময় যান চলাচল সাময়িকভাবে বন্ধ ছিল। <box>701 405 836 468</box>
headline-row <box>21 115 1518 160</box>
tender-gov-line: GOVERNMENT OF THE PEOPLE'S REPUBLIC OF BANGLADESH <box>878 1751 1362 1769</box>
cell-name-of-goods: Procurement of Medical Furniture for FY 2025-26 at 250 Bed General Hospital, Chandpur <box>813 2210 1205 2244</box>
cell-last-selling-date: 20-Jan-2026 12:30 <box>1304 2054 1403 2088</box>
cell-last-selling-date: 20-Jan-2026 12:30 <box>1304 2155 1403 2177</box>
article-paragraph: স্থানীয় সরকার ব্যবস্থাকে শক্তিশালী করা গেলে উন্নয়ন কার্যক্রম বিকেন্দ্রীকরণ সম্ভব হবে। এতে সাধারণ মানুষের সেবা প্রাপ্তি সহজ হবে। <box>375 425 526 474</box>
article-paragraph: বিচার বিভাগের স্বাধীনতা নিশ্চিত করা, মামলা জট কমানো এবং আইনশৃঙ্খলা রক্ষাকারী বাহিনীর জবাবদিহি প্রতিষ্ঠা করা নতুন সরকারের বড় চ্যালেঞ্জ। <box>375 483 526 532</box>
article-paragraph: তারা বলছেন, জনগণের প্রত্যাশা অনুযায়ী রাষ্ট্র পরিচালিত না হলে নতুন করে অসন্তোষ তৈরি হতে পারে। তাই সতর্ক থাকতে হবে সবাইকে। <box>1342 206 1508 243</box>
article-paragraph: সাধারণ মানুষ বলছেন, দীর্ঘদিন পর এমন শান্তিপূর্ণ ও বড় পরিসরের কর্মসূচি দেখে তারা আশাবাদী। রাজনৈতিক সহনশীলতা বজায় থাকলে দেশ এগিয়ে যাবে। <box>701 591 836 653</box>
article-paragraph: সামাজিক যোগাযোগমাধ্যমে তথ্যের ছড়াছড়ি, গুজব ও বিভ্রান্তি রাজনৈতিক পরিবেশকে আরো জটিল করে তুলছে। দায়িত্বশীল গণমাধ্যম ও নাগরিক সমাজের ভূমিকা এ ক্ষেত্রে গুরুত্বপূর্ণ। <box>203 503 354 566</box>
masthead-date: বৃহস্পতিবার ১ জানুয়ারি ২০২৬, ১৭ পৌষ ১৪৩২ <box>1166 32 1439 47</box>
table-row <box>739 2054 1501 2088</box>
diamond-bullet-icon: ❖ <box>738 2273 749 2286</box>
